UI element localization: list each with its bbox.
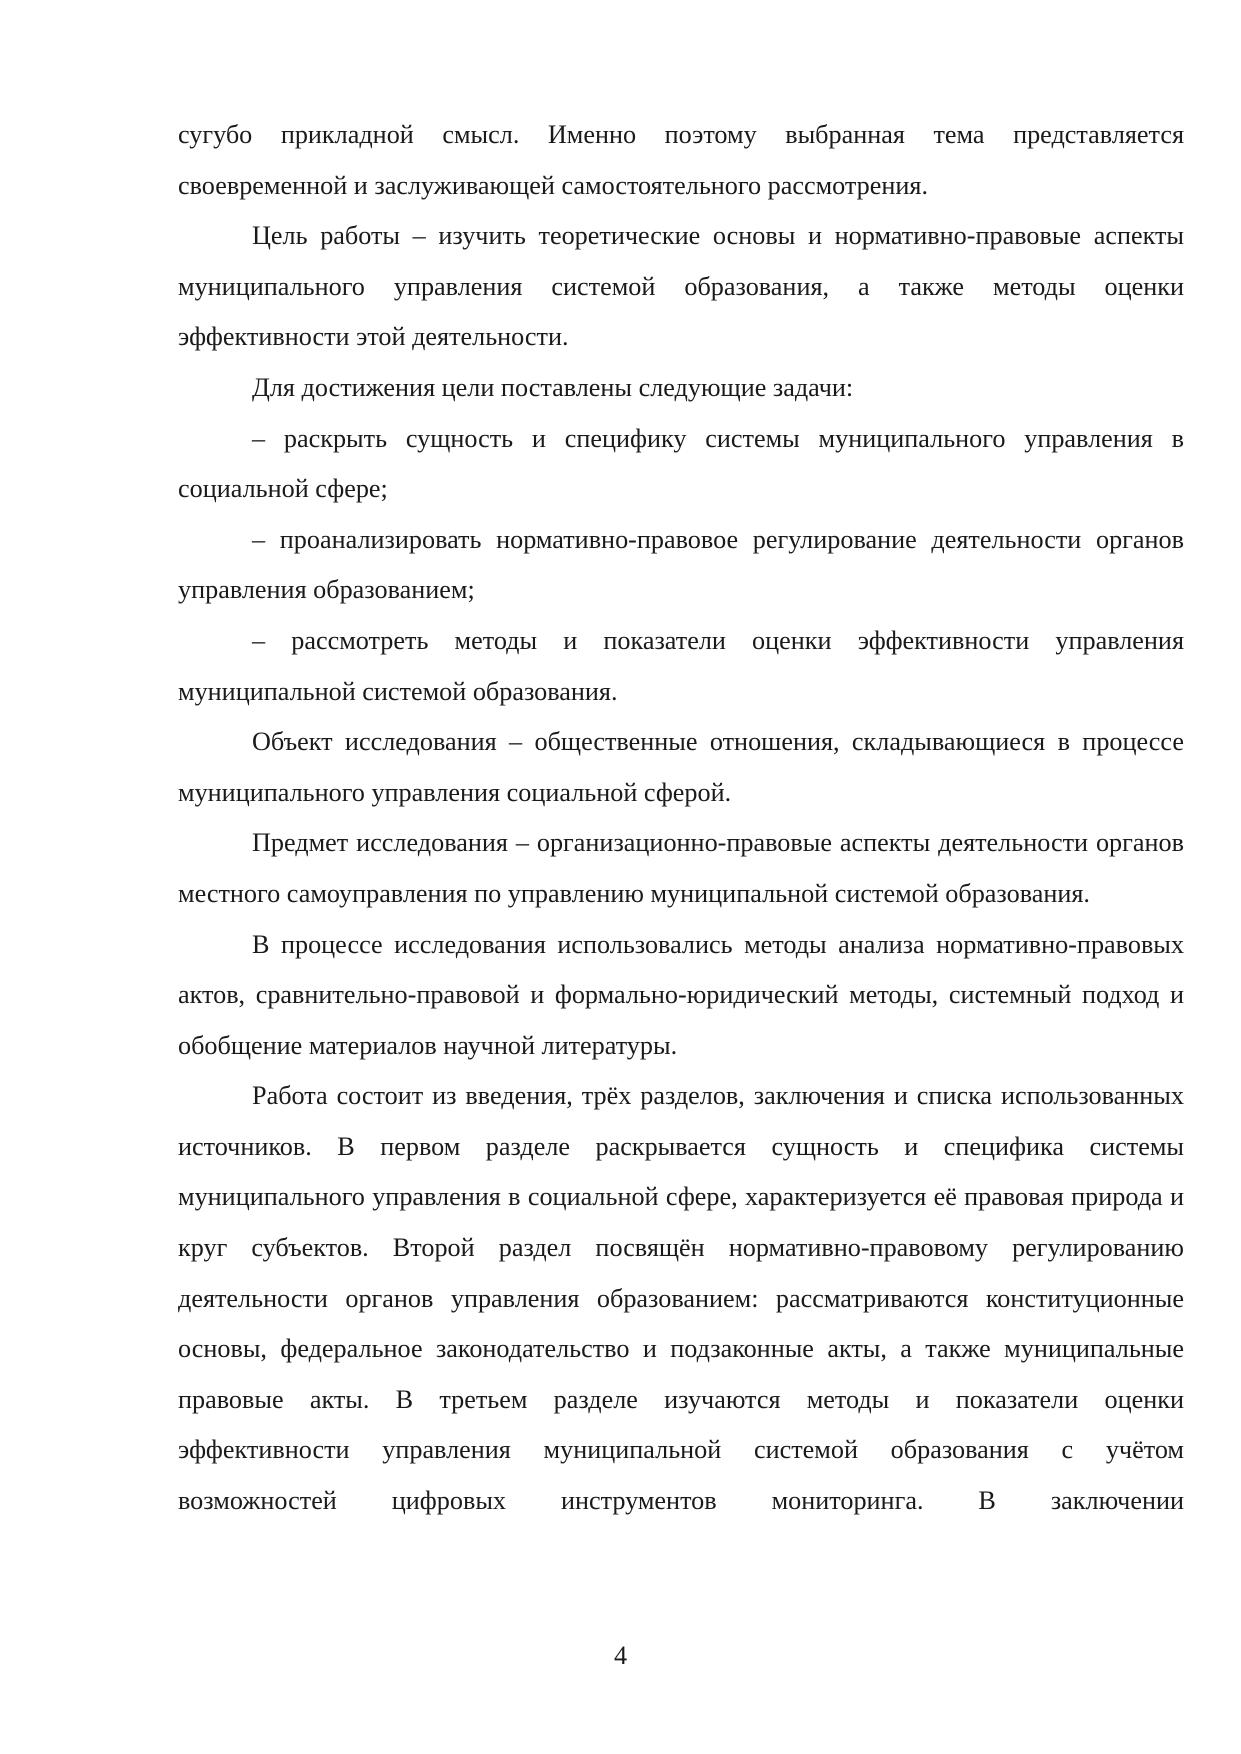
paragraph-task-3: – рассмотреть методы и показатели оценки эффективности управления муниципальной системой образования.: [178, 625, 1184, 706]
paragraph-methods: В процессе исследования использовались методы анализа нормативно-правовых актов, сравнительно-правовой и формально-юридический методы, системный подход и обобщение материалов научной литературы.: [178, 929, 1184, 1060]
page-number: 4: [613, 1641, 628, 1670]
paragraph-goal: Цель работы – изучить теоретические основы и нормативно-правовые аспекты муниципального управления системой образования, а также методы оценки эффективности этой деятельности.: [178, 221, 1184, 352]
paragraph-subject: Предмет исследования – организационно-правовые аспекты деятельности органов местного самоуправления по управлению муниципальной системой образования.: [178, 828, 1184, 908]
paragraph-structure: Работа состоит из введения, трёх разделов, заключения и списка использованных источников. В первом разделе раскрывается сущность и специфика системы муниципального управления в социальной сфере, характеризуется её правовая природа и круг субъектов. Второй раздел посвящён нормативно-правовому регулированию деятельности органов управления образованием: рассматриваются конституционные основы, федеральное законодательство и подзаконные акты, а также муниципальные правовые акты. В третьем разделе изучаются методы и показатели оценки эффективности управления муниципальной системой образования с учётом возможностей цифровых инструментов мониторинга. В заключении: [178, 1081, 1184, 1516]
body-text: [178, 110, 1184, 1527]
paragraph-object: Объект исследования – общественные отношения, складывающиеся в процессе муниципального управления социальной сферой.: [178, 727, 1184, 807]
paragraph-task-1: – раскрыть сущность и специфику системы муниципального управления в социальной сфере;: [178, 423, 1184, 504]
paragraph-continuation: сугубо прикладной смысл. Именно поэтому выбранная тема представляется своевременной и заслуживающей самостоятельного рассмотрения.: [178, 120, 1184, 200]
paragraph-tasks-intro: Для достижения цели поставлены следующие задачи:: [252, 372, 854, 402]
paragraph-task-2: – проанализировать нормативно-правовое регулирование деятельности органов управления образованием;: [178, 524, 1184, 605]
